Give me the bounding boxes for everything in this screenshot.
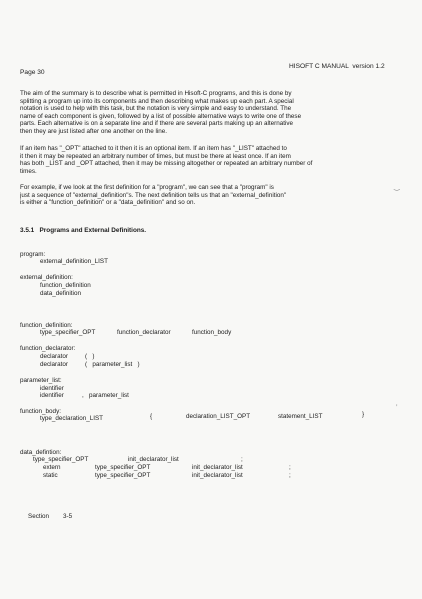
paragraph-line: just a sequence of "external_definition"s. The next definition tells us that an "external_definition" — [20, 191, 287, 199]
paragraph-line: name of each component is given, followed by a list of possible alternative ways to write one of these — [20, 112, 302, 120]
grammar-alt: declarator — [40, 361, 69, 368]
grammar-alt: identifier — [40, 385, 64, 392]
grammar-label-function-declarator: function_declarator: — [20, 345, 76, 352]
grammar-alt: type_specifier_OPT — [40, 329, 96, 336]
grammar-alt: ; — [289, 472, 291, 479]
grammar-alt: , parameter_list — [82, 392, 129, 399]
grammar-alt: extern — [43, 464, 61, 471]
grammar-alt: function_declarator — [117, 329, 171, 336]
paragraph-example — [20, 184, 386, 207]
grammar-alt: data_definition — [40, 290, 81, 297]
grammar-alt: identifier — [40, 392, 64, 399]
grammar-label-data-definition: data_defintion: — [20, 449, 62, 456]
grammar-alt: declaration_LIST_OPT — [186, 413, 251, 420]
margin-mark: ʼ — [396, 405, 398, 412]
grammar-alt: } — [362, 411, 365, 418]
paragraph-line: it then it may be repeated an arbitrary number of times, but must be there at least once. If an item — [20, 152, 291, 160]
manual-title: HISOFT C MANUAL version 1.2 — [289, 63, 385, 70]
grammar-alt: init_declarator_list — [192, 472, 243, 479]
grammar-label-function-body: function_body: — [20, 408, 61, 415]
paragraph-line: If an item has "_OPT" attached to it then it is an optional item. If an item has "_LIST" attached to — [20, 145, 287, 152]
grammar-alt: type_declaration_LIST — [40, 415, 104, 422]
paragraph-opt-list — [20, 145, 386, 175]
grammar-alt: ; — [289, 464, 291, 471]
margin-mark: ‿ — [394, 184, 400, 191]
paragraph-line: For example, if we look at the first definition for a "program", we can see that a "program" is — [20, 184, 274, 191]
grammar-alt: type_specifier_OPT — [33, 456, 89, 463]
paragraph-line: parts. Each alternative is on a separate line and if there are several parts making up an alternative — [20, 120, 294, 128]
grammar-alt: type_specifier_OPT — [95, 464, 151, 471]
paragraph-line: splitting a program up into its components and then describing what makes up each part. A special — [20, 97, 294, 105]
grammar-label-program: program: — [20, 251, 46, 258]
grammar-alt: declarator — [40, 353, 69, 360]
footer-section-number: 3-5 — [63, 513, 73, 520]
paragraph-line: The aim of the summary is to describe what is permitted in Hisoft-C programs, and this is done by — [20, 90, 292, 97]
grammar-label-external-definition: external_definition: — [20, 274, 73, 281]
grammar-alt: statement_LIST — [278, 413, 323, 420]
paragraph-line: has both _LIST and _OPT attached, then it may be missing altogether or repeated an arbitrary number of — [20, 160, 313, 168]
grammar-alt: type_specifier_OPT — [95, 472, 151, 479]
grammar-alt: { — [150, 413, 153, 420]
grammar-alt: ; — [241, 456, 243, 463]
grammar-alt: init_declarator_list — [128, 456, 179, 463]
grammar-label-parameter-list: parameter_list: — [20, 377, 62, 384]
page-number: Page 30 — [20, 69, 45, 76]
grammar-alt: function_definition — [40, 282, 91, 289]
footer-section-label: Section — [28, 513, 50, 520]
paragraph-line: times. — [20, 167, 37, 175]
paragraph-summary-aim — [20, 90, 386, 136]
grammar-alt: function_body — [192, 329, 232, 336]
paragraph-line: notation is used to help with this task, but the notation is very simple and easy to understand. The — [20, 105, 292, 113]
grammar-alt: ( ) — [85, 353, 95, 360]
grammar-alt: ( parameter_list ) — [85, 361, 140, 368]
section-heading: 3.5.1 Programs and External Definitions. — [20, 227, 147, 234]
paragraph-line: is either a "function_definition" or a "data_definition" and so on. — [20, 199, 196, 207]
paragraph-line: then they are just listed after one another on the line. — [20, 127, 168, 135]
grammar-alt: external_definition_LIST — [40, 258, 108, 265]
grammar-alt: init_declarator_list — [192, 464, 243, 471]
grammar-label-function-definition: function_definition: — [20, 322, 73, 329]
grammar-alt: static — [43, 472, 58, 479]
